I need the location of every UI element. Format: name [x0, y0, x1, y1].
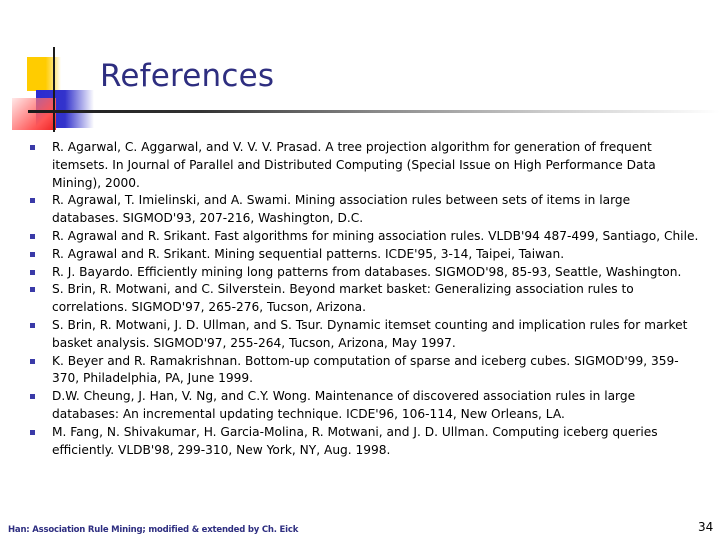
square-bullet-icon — [30, 270, 35, 275]
reference-item — [0, 424, 720, 460]
reference-text: R. Agarwal, C. Aggarwal, and V. V. V. Prasad. A tree projection algorithm for generation of frequent itemsets. In Journal of Parallel and Distributed Computing (Special Issue on High Performance Data Mining), 2000. — [52, 140, 656, 190]
reference-text: R. Agrawal, T. Imielinski, and A. Swami. Mining association rules between sets of items in large databases. SIGMOD'93, 207-216, Washington, D.C. — [52, 193, 631, 226]
square-bullet-icon — [30, 430, 35, 435]
square-bullet-icon — [30, 359, 35, 364]
reference-item — [0, 139, 720, 192]
decoration-vertical-line — [53, 47, 55, 132]
slide-footer: Han: Association Rule Mining; modified & extended by Ch. Eick — [8, 525, 299, 535]
reference-item — [0, 317, 720, 353]
square-bullet-icon — [30, 198, 35, 203]
reference-item — [0, 246, 720, 264]
reference-text: S. Brin, R. Motwani, and C. Silverstein. Beyond market basket: Generalizing association rules to correlations. SIGMOD'97, 265-276, Tucson, Arizona. — [52, 282, 634, 315]
decoration-yellow-square — [27, 57, 61, 91]
reference-text: R. Agrawal and R. Srikant. Mining sequential patterns. ICDE'95, 3-14, Taipei, Taiwan. — [52, 246, 565, 261]
title-underline-rule — [28, 110, 720, 113]
slide-title: References — [100, 58, 275, 94]
reference-text: M. Fang, N. Shivakumar, H. Garcia-Molina, R. Motwani, and J. D. Ullman. Computing iceberg queries efficiently. VLDB'98, 299-310, New York, NY, Aug. 1998. — [52, 424, 658, 457]
square-bullet-icon — [30, 145, 35, 150]
square-bullet-icon — [30, 394, 35, 399]
reference-text: S. Brin, R. Motwani, J. D. Ullman, and S. Tsur. Dynamic itemset counting and implication rules for market basket analysis. SIGMOD'97, 255-264, Tucson, Arizona, May 1997. — [52, 317, 688, 350]
decoration-red-rect — [12, 98, 56, 130]
reference-item — [0, 264, 720, 282]
reference-item — [0, 388, 720, 424]
reference-item — [0, 192, 720, 228]
square-bullet-icon — [30, 287, 35, 292]
square-bullet-icon — [30, 234, 35, 239]
reference-text: K. Beyer and R. Ramakrishnan. Bottom-up computation of sparse and iceberg cubes. SIGMOD'99, 359-370, Philadelphia, PA, June 1999. — [52, 353, 679, 386]
page-number: 34 — [698, 520, 714, 534]
square-bullet-icon — [30, 252, 35, 257]
reference-item — [0, 353, 720, 389]
reference-item — [0, 228, 720, 246]
square-bullet-icon — [30, 323, 35, 328]
reference-text: D.W. Cheung, J. Han, V. Ng, and C.Y. Wong. Maintenance of discovered association rules in large databases: An incremental updating technique. ICDE'96, 106-114, New Orleans, LA. — [52, 389, 636, 421]
reference-text: R. Agrawal and R. Srikant. Fast algorithms for mining association rules. VLDB'94 487-499, Santiago, Chile. — [52, 228, 699, 243]
reference-text: R. J. Bayardo. Efficiently mining long patterns from databases. SIGMOD'98, 85-93, Seattle, Washington. — [52, 264, 682, 279]
reference-item — [0, 281, 720, 317]
reference-list — [0, 139, 720, 459]
